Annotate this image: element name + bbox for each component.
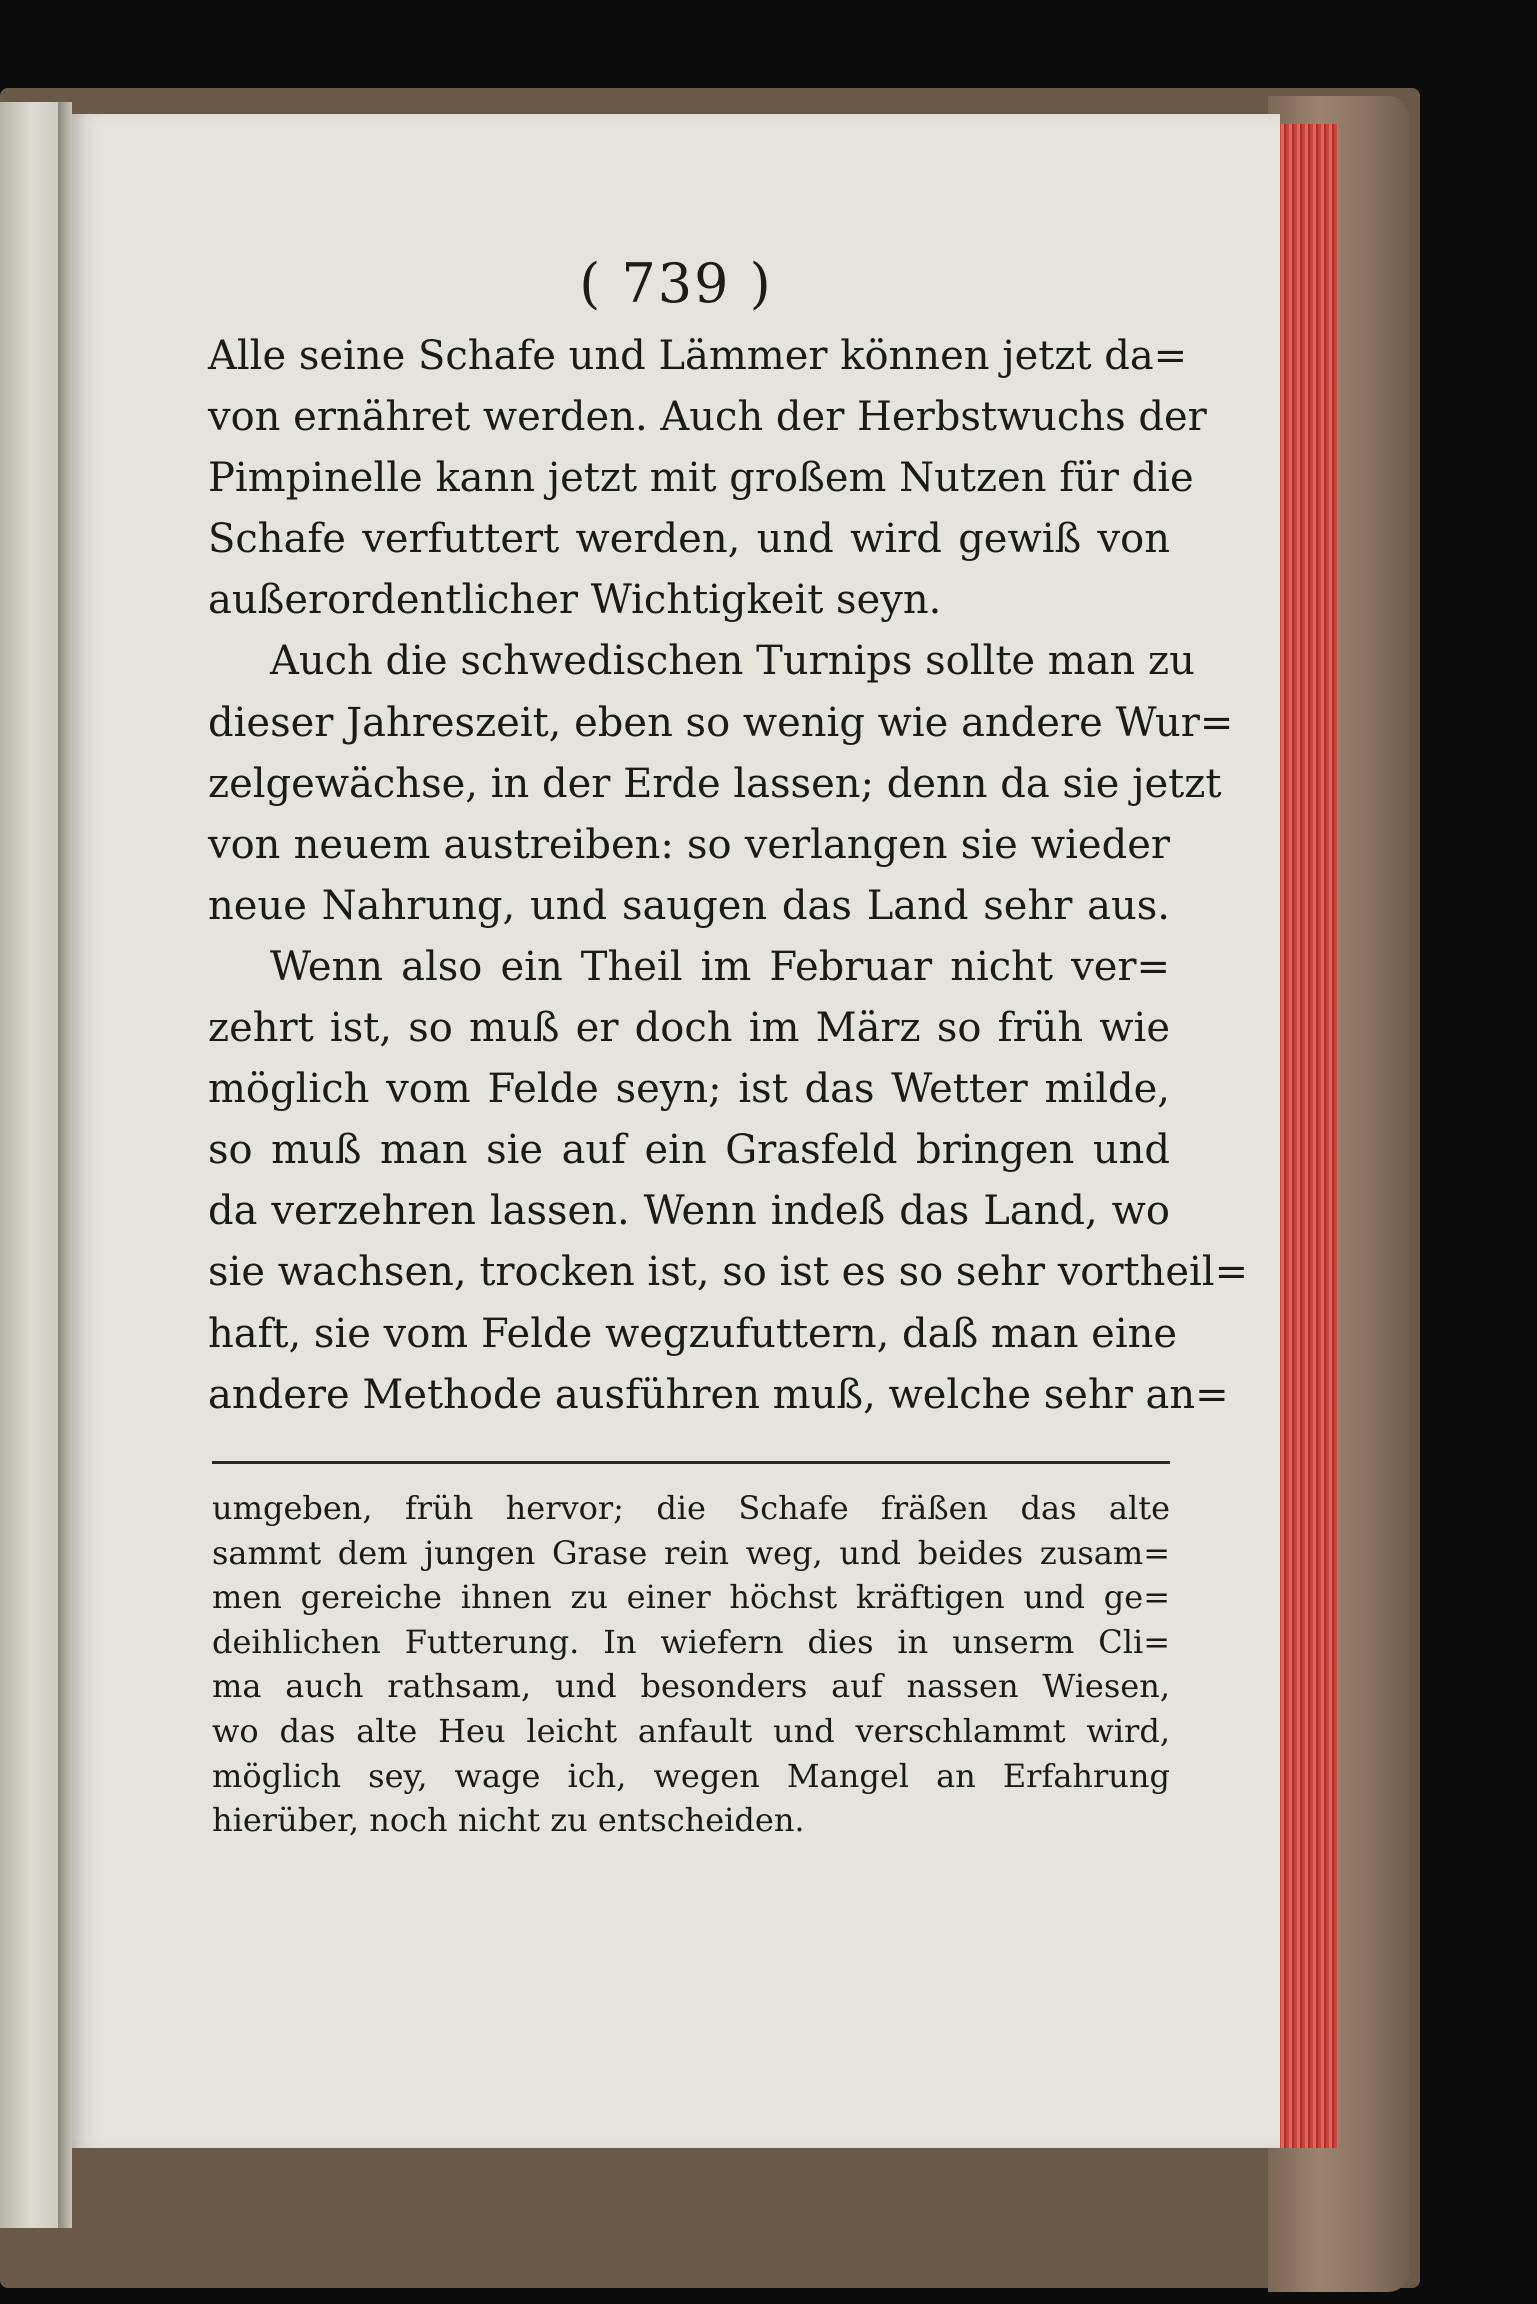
text-line: da verzehren lassen. Wenn indeß das Land, wo [208,1188,1170,1235]
text-line: außerordentlicher Wichtigkeit seyn. [208,577,942,624]
footnote-line: umgeben, früh hervor; die Schafe fräßen das alte [212,1489,1170,1527]
footnote-line: sammt dem jungen Grase rein weg, und beides zusam= [212,1533,1170,1572]
text-line: zehrt ist, so muß er doch im März so früh wie [208,1005,1170,1052]
text-line: Pimpinelle kann jetzt mit großem Nutzen für die [208,455,1194,502]
main-text [208,326,1249,1426]
text-line: von ernähret werden. Auch der Herbstwuchs der [208,394,1207,441]
footnote-line: wo das alte Heu leicht anfault und verschlammt wird, [212,1711,1170,1750]
footnote-rule [212,1461,1170,1464]
footnote [212,1486,1170,1843]
text-line: neue Nahrung, und saugen das Land sehr aus. [208,882,1170,929]
text-line: Auch die schwedischen Turnips sollte man zu [270,638,1195,685]
footnote-line: deihlichen Futterung. In wiefern dies in unserm Cli= [212,1622,1170,1661]
text-line: andere Methode ausführen muß, welche sehr an= [208,1371,1229,1418]
text-line: dieser Jahreszeit, eben so wenig wie andere Wur= [208,699,1234,746]
footnote-line: möglich sey, wage ich, wegen Mangel an Erfahrung [212,1756,1170,1795]
text-line: von neuem austreiben: so verlangen sie wieder [208,821,1170,868]
text-line: zelgewächse, in der Erde lassen; denn da sie jetzt [208,760,1222,807]
text-line: so muß man sie auf ein Grasfeld bringen und [208,1127,1170,1174]
text-line: Wenn also ein Theil im Februar nicht ver= [270,943,1170,990]
page-number: ( 739 ) [579,252,773,315]
book-page [72,114,1280,2148]
red-page-edges [1278,124,1338,2148]
footnote-line: men gereiche ihnen zu einer höchst kräftigen und ge= [212,1578,1170,1617]
footnote-line: ma auch rathsam, und besonders auf nassen Wiesen, [212,1667,1170,1706]
text-line: sie wachsen, trocken ist, so ist es so sehr vortheil= [208,1249,1249,1296]
footnote-line: hierüber, noch nicht zu entscheiden. [212,1801,805,1840]
text-line: Alle seine Schafe und Lämmer können jetzt da= [208,333,1188,379]
text-line: möglich vom Felde seyn; ist das Wetter milde, [208,1066,1170,1113]
text-line: haft, sie vom Felde wegzufuttern, daß man eine [208,1310,1178,1357]
left-page-edge [0,102,58,2228]
text-line: Schafe verfuttert werden, und wird gewiß von [208,516,1170,563]
book-gutter [58,102,72,2228]
